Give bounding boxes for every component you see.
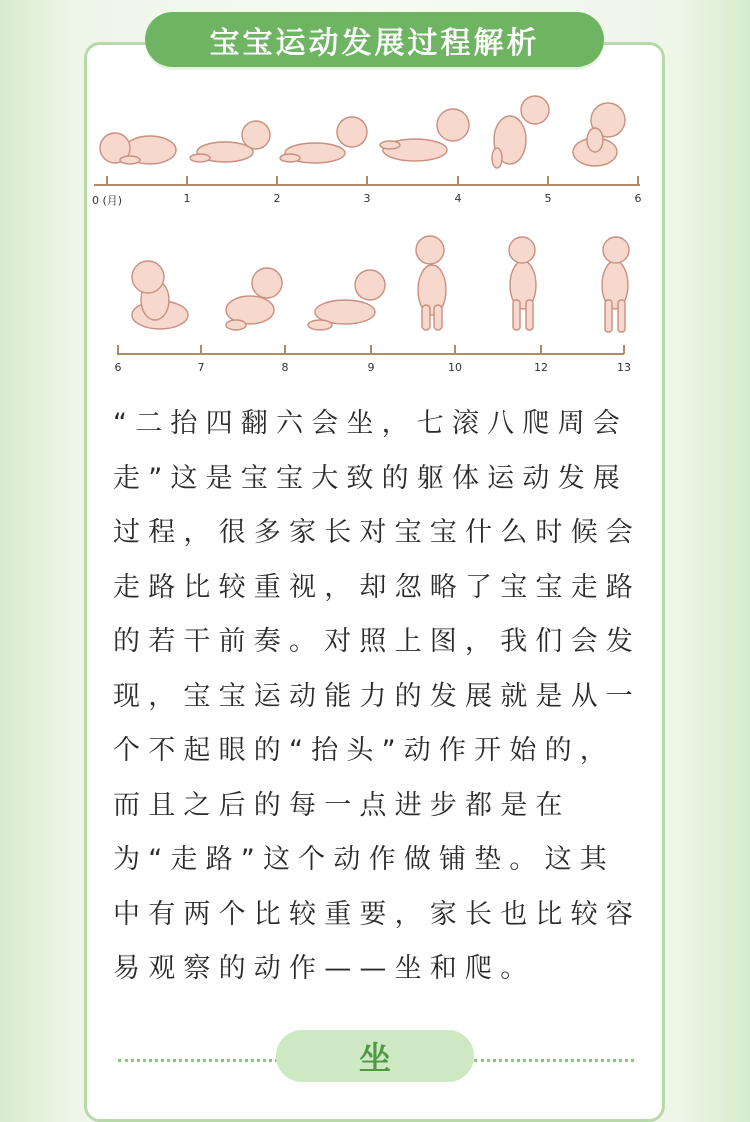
- baby-prone-2-icon: [280, 117, 367, 163]
- baby-standing-10-icon: [509, 237, 536, 330]
- timeline-tick-label: 10: [448, 361, 462, 374]
- section-label: 坐: [358, 1039, 391, 1077]
- divider-right: [474, 1059, 634, 1062]
- timeline-tick-label: 5: [544, 192, 552, 205]
- timeline-tick-label: 9: [367, 361, 375, 374]
- timeline-tick-label: 6: [634, 192, 642, 205]
- timeline-tick-label: 3: [363, 192, 371, 205]
- baby-lifting-head-1-icon: [190, 121, 270, 162]
- baby-crawling-7-icon: [226, 268, 282, 330]
- section-label-pill: [276, 1030, 474, 1082]
- baby-sitting-6-icon: [132, 261, 188, 329]
- timeline-tick-label: 8: [281, 361, 289, 374]
- divider-left: [118, 1059, 278, 1062]
- baby-crawling-8-icon: [308, 270, 385, 330]
- baby-illustrations: [0, 0, 750, 400]
- baby-prone-3-icon: [380, 109, 469, 161]
- baby-standing-9-icon: [416, 236, 446, 330]
- baby-walking-11-icon: [602, 237, 629, 332]
- timeline-tick-label: 4: [454, 192, 462, 205]
- timeline-tick-label: 13: [617, 361, 631, 374]
- timeline-tick-label: 1: [183, 192, 191, 205]
- baby-lying-0-icon: [100, 133, 176, 164]
- timeline-tick-label: 6: [114, 361, 122, 374]
- baby-sitting-5-icon: [573, 103, 625, 166]
- timeline-tick-label: 7: [197, 361, 205, 374]
- baby-rolling-4-icon: [492, 96, 549, 168]
- description-paragraph: “二抬四翻六会坐，七滚八爬周会走”这是宝宝大致的躯体运动发展过程，很多家长对宝宝什么时候会走路比较重视，却忽略了宝宝走路的若干前奏。对照上图，我们会发现，宝宝运动能力的发展就是从一个不起眼的“抬头”动作开始的，而且之后的每一点进步都是在为“走路”这个动作做铺垫。这其中有两个比较重要，家长也比较容易观察的动作——坐和爬。: [113, 408, 641, 984]
- page-title: 宝宝运动发展过程解析: [209, 25, 540, 61]
- timeline-tick-label: 2: [273, 192, 281, 205]
- timeline-tick-label: 0 (月): [91, 194, 123, 207]
- timeline-tick-label: 12: [534, 361, 548, 374]
